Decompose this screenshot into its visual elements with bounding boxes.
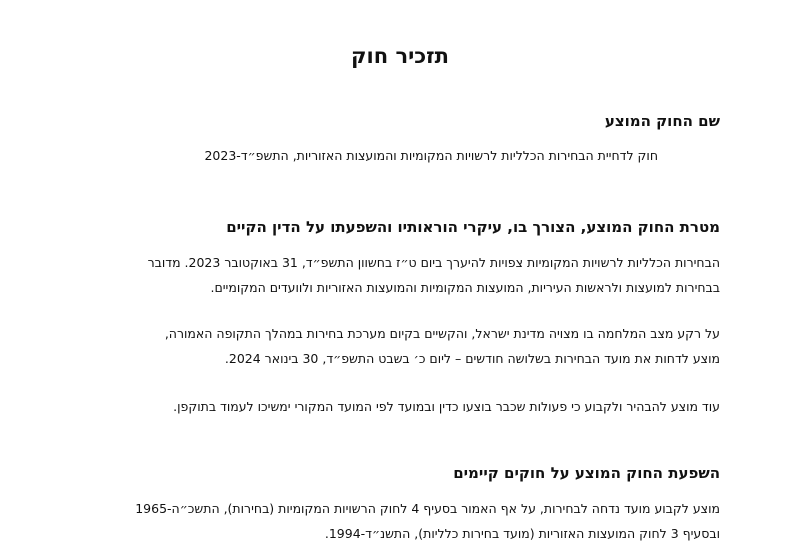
section-heading-law-name: שם החוק המוצע bbox=[604, 112, 720, 130]
law-name-text bbox=[58, 146, 658, 166]
document-title: תזכיר חוק bbox=[351, 44, 449, 68]
paragraph-elections-date bbox=[80, 250, 720, 300]
text-line: בבחירות למועצות ולראשות העיריות, המועצות המקומיות והמועצות האזוריות ולוועדים המקומיים. bbox=[210, 280, 720, 295]
text-line: ובסעיף 3 לחוק המועצות האזוריות (מועד בחירות כלליות), התשנ״ד-1994. bbox=[324, 526, 720, 541]
text-line: מוצע לקבוע מועד נדחה לבחירות, על אף האמור בסעיף 4 לחוק הרשויות המקומיות (בחירות), התשכ״ה-1965 bbox=[135, 501, 720, 516]
paragraph-existing-laws bbox=[80, 496, 720, 546]
text-line: עוד מוצע להבהיר ולקבוע כי פעולות שכבר בוצעו כדין ובמועד לפי המועד המקורי ימשיכו לעמוד בתוקפן. bbox=[173, 399, 720, 414]
section-heading-purpose: מטרת החוק המוצע, הצורך בו, עיקרי הוראותיו והשפעתו על הדין הקיים bbox=[226, 218, 720, 236]
paragraph-war-postponement bbox=[80, 321, 720, 371]
text-line: הבחירות הכלליות לרשויות המקומיות צפויות להיערך ביום ט״ז בחשוון התשפ״ד, 31 באוקטובר 2023. מדובר bbox=[147, 255, 720, 270]
paragraph-actions-validity bbox=[80, 394, 720, 419]
text-line: מוצע לדחות את מועד הבחירות בשלושה חודשים – ליום כ׳ בשבט התשפ״ד, 30 בינואר 2024. bbox=[224, 351, 720, 366]
section-heading-effect: השפעת החוק המוצע על חוקים קיימים bbox=[453, 464, 720, 482]
text-line: על רקע מצב המלחמה בו מצויה מדינת ישראל, והקשיים בקיום מערכת בחירות במהלך התקופה האמורה, bbox=[164, 326, 720, 341]
text-line: חוק לדחיית הבחירות הכלליות לרשויות המקומיות והמועצות האזוריות, התשפ״ד-2023 bbox=[204, 148, 658, 163]
